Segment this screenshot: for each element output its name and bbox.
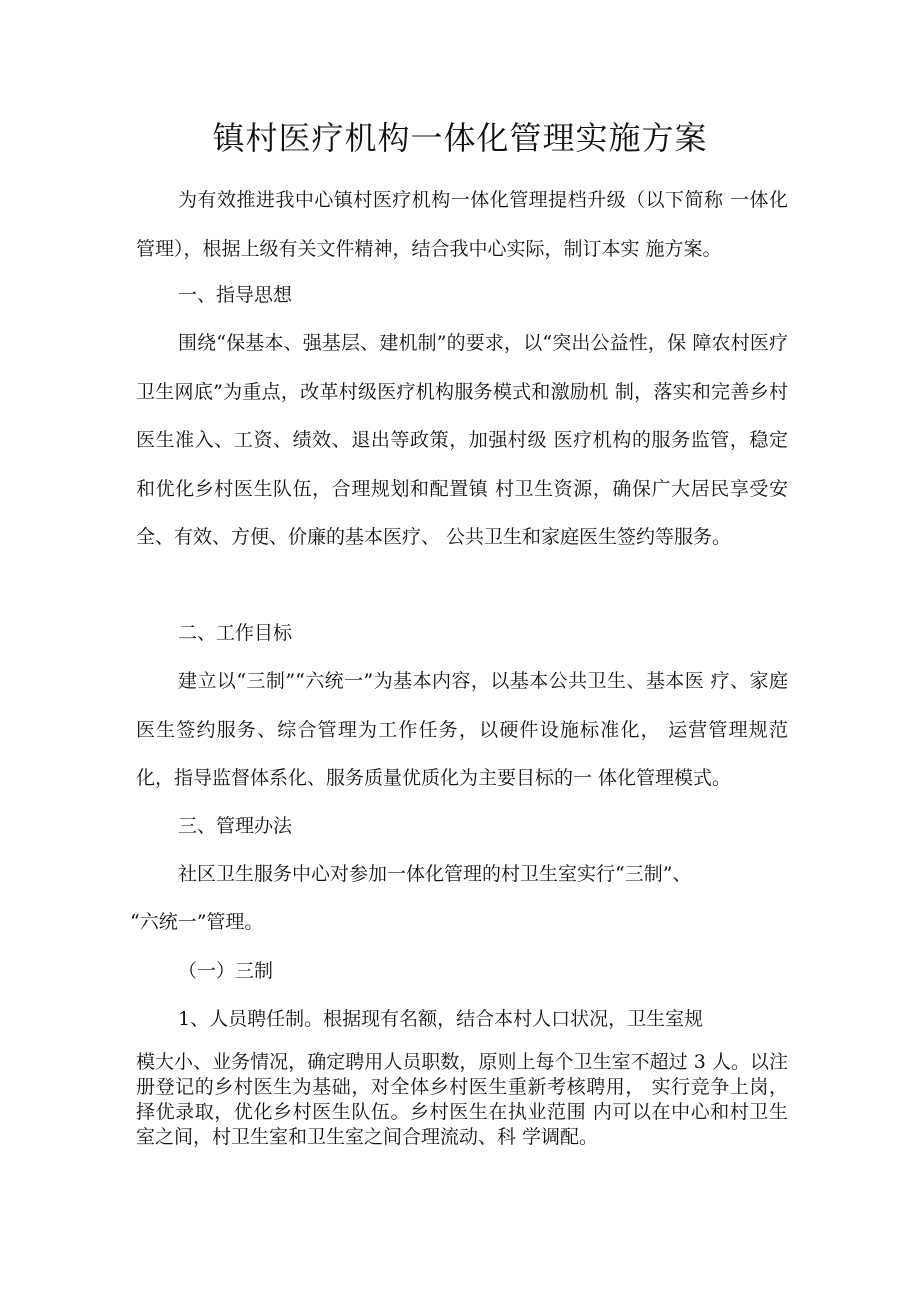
intro-paragraph: 为有效推进我中心镇村医疗机构一体化管理提档升级（以下简称 一体化管理），根据上级有关文件精神，结合我中心实际，制订本实 施方案。 xyxy=(136,189,788,260)
work-goals-paragraph: 建立以“三制”“六统一”为基本内容，以基本公共卫生、基本医 疗、家庭医生签约服务、综合管理为工作任务，以硬件设施标准化， 运营管理规范化，指导监督体系化、服务质量优质化为主要目标的一 体化管理模式。 xyxy=(136,670,788,789)
personnel-appointment-paragraph: 模大小、业务情况，确定聘用人员职数，原则上每个卫生室不超过 3 人。以注册登记的乡村医生为基础，对全体乡村医生重新考核聘用， 实行竞争上岗，择优录取，优化乡村医生队伍。乡村医生在执业范围 内可以在中心和村卫生室之间，村卫生室和卫生室之间合理流动、科 学调配。 xyxy=(136,1051,788,1148)
subsection-heading-three-systems: （一）三制 xyxy=(178,960,274,982)
guiding-ideology-paragraph: 围绕“保基本、强基层、建机制”的要求，以“突出公益性，保 障农村医疗卫生网底”为重点，改革村级医疗机构服务模式和激励机 制，落实和完善乡村医生准入、工资、绩效、退出等政策，加强村级 医疗机构的服务监管，稳定和优化乡村医生队伍，合理规划和配置镇 村卫生资源，确保广大居民享受安全、有效、方便、价廉的基本医疗、 公共卫生和家庭医生签约等服务。 xyxy=(136,332,788,548)
section-heading-work-goals: 二、工作目标 xyxy=(178,622,293,644)
section-heading-guiding-ideology: 一、指导思想 xyxy=(178,284,293,306)
management-intro-line: 社区卫生服务中心对参加一体化管理的村卫生室实行“三制”、 xyxy=(178,863,692,885)
section-heading-management-methods: 三、管理办法 xyxy=(178,815,293,837)
document-title: 镇村医疗机构一体化管理实施方案 xyxy=(212,119,708,157)
personnel-appointment-line: 1、人员聘任制。根据现有名额，结合本村人口状况，卫生室规 xyxy=(178,1008,704,1030)
management-intro-continuation: “六统一”管理。 xyxy=(130,911,264,933)
